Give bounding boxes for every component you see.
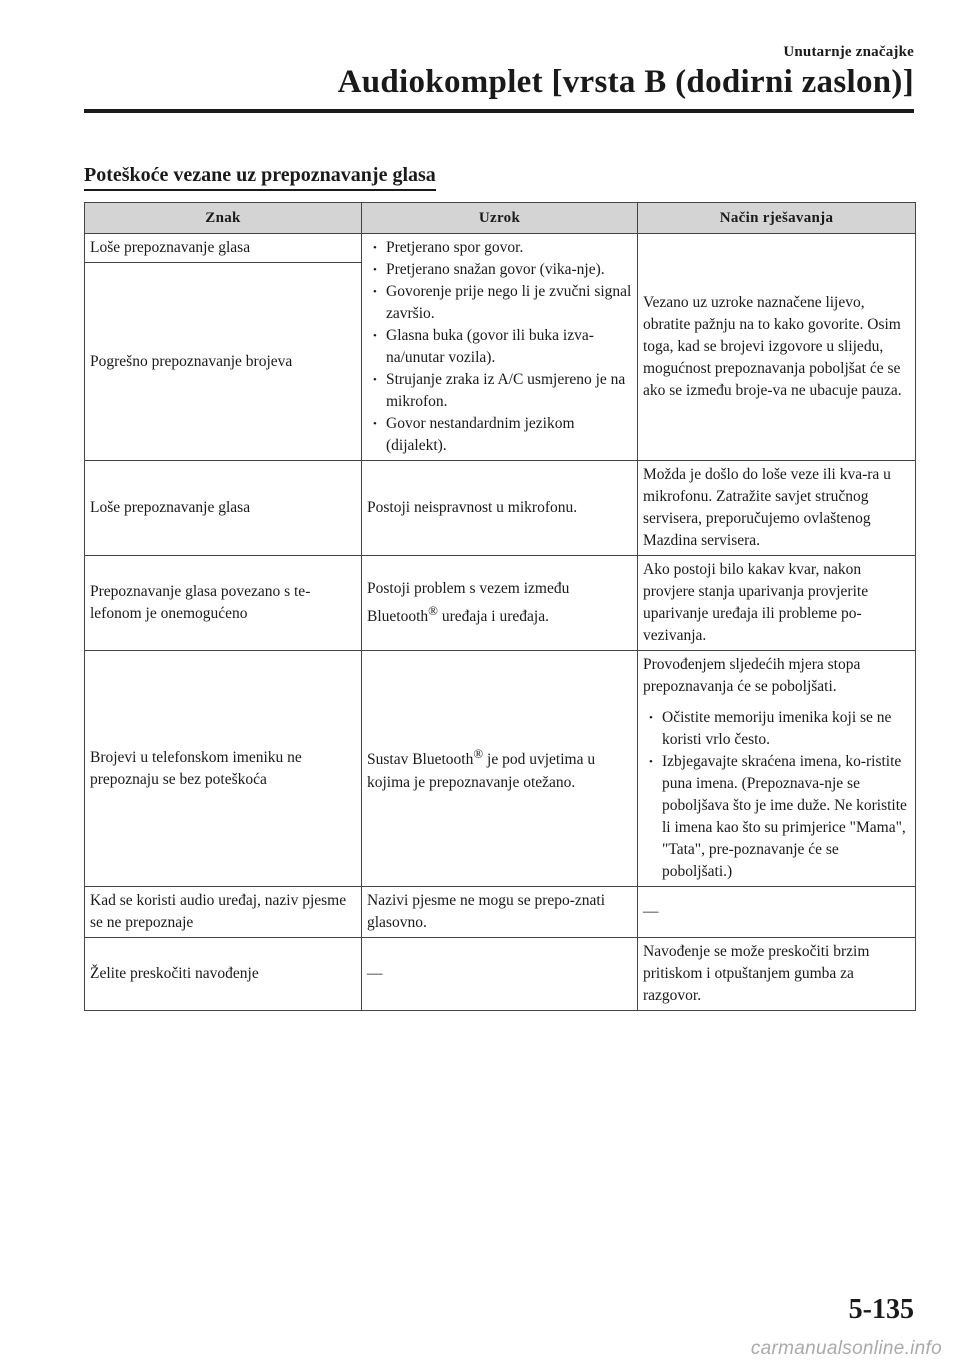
symptom-cell: Pogrešno prepoznavanje brojeva <box>85 263 362 461</box>
solution-cell <box>638 651 916 887</box>
symptom-cell: Loše prepoznavanje glasa <box>85 461 362 556</box>
table-row <box>85 887 916 938</box>
cause-text: Sustav Bluetooth <box>367 751 474 769</box>
list-item: • Govor nestandardnim jezikom (dijalekt). <box>367 413 632 457</box>
cause-text: uređaja i uređaja. <box>437 608 549 626</box>
table-row <box>85 651 916 887</box>
cause-cell: — <box>362 938 638 1011</box>
list-item: • Očistite memoriju imenika koji se ne koristi vrlo često. <box>643 707 910 751</box>
watermark-text: carmanualsonline.info <box>750 1338 942 1359</box>
table-row <box>85 556 916 651</box>
column-header-cause: Uzrok <box>362 203 638 234</box>
page-title: Audiokomplet [vrsta B (dodirni zaslon)] <box>337 64 914 100</box>
cause-text: je pod uvjetima u kojima je prepoznavanje otežano. <box>367 751 596 791</box>
symptom-cell: Brojevi u telefonskom imeniku ne prepoznaju se bez poteškoća <box>85 651 362 887</box>
registered-mark: ® <box>473 746 484 762</box>
list-item: • Govorenje prije nego li je zvučni signal završio. <box>367 281 632 325</box>
header-rule <box>84 109 914 113</box>
cause-cell <box>362 556 638 651</box>
section-title: Poteškoće vezane uz prepoznavanje glasa <box>84 164 436 191</box>
solution-cell: Vezano uz uzroke naznačene lijevo, obratite pažnju na to kako govorite. Osim toga, kad se brojevi izgovore u slijedu, mogućnost prepoznavanja poboljšat će se ako se između broje-va ne ubacuje pauza. <box>638 234 916 461</box>
column-header-solution: Način rješavanja <box>638 203 916 234</box>
symptom-cell: Želite preskočiti navođenje <box>85 938 362 1011</box>
column-header-symptom: Znak <box>85 203 362 234</box>
table-row <box>85 234 916 263</box>
solution-intro: Provođenjem sljedećih mjera stopa prepoznavanja će se poboljšati. <box>643 656 861 695</box>
list-item: • Pretjerano spor govor. <box>367 237 632 259</box>
symptom-cell: Loše prepoznavanje glasa <box>85 234 362 263</box>
cause-text: Postoji problem s vezem između Bluetooth <box>367 579 570 626</box>
registered-mark: ® <box>428 602 438 618</box>
chapter-label: Unutarnje značajke <box>783 44 914 60</box>
solution-cell: Navođenje se može preskočiti brzim pritiskom i otpuštanjem gumba za razgovor. <box>638 938 916 1011</box>
list-item: • Glasna buka (govor ili buka izva-na/unutar vozila). <box>367 325 632 369</box>
list-item: • Pretjerano snažan govor (vika-nje). <box>367 259 632 281</box>
table-row <box>85 461 916 556</box>
cause-cell: Nazivi pjesme ne mogu se prepo-znati glasovno. <box>362 887 638 938</box>
solution-cell: Možda je došlo do loše veze ili kva-ra u mikrofonu. Zatražite savjet stručnog servisera, preporučujemo ovlaštenog Mazdina servisera. <box>638 461 916 556</box>
list-item: • Strujanje zraka iz A/C usmjereno je na mikrofon. <box>367 369 632 413</box>
list-item: • Izbjegavajte skraćena imena, ko-ristite puna imena. (Prepoznava-nje se poboljšava što je ime duže. Ne koristite li imena kao što su primjerice "Mama", "Tata", pre-poznavanje će se poboljšati.) <box>643 751 910 883</box>
solution-cell: — <box>638 887 916 938</box>
solution-cell: Ako postoji bilo kakav kvar, nakon provjere stanja uparivanja provjerite uparivanje uređaja ili probleme po-vezivanja. <box>638 556 916 651</box>
cause-cell <box>362 234 638 461</box>
table-row <box>85 938 916 1011</box>
table-header-row <box>85 203 916 234</box>
symptom-cell: Kad se koristi audio uređaj, naziv pjesme se ne prepoznaje <box>85 887 362 938</box>
troubleshooting-table <box>84 202 916 1011</box>
cause-cell <box>362 651 638 887</box>
solution-list <box>643 707 910 883</box>
cause-list <box>367 237 632 457</box>
cause-cell: Postoji neispravnost u mikrofonu. <box>362 461 638 556</box>
symptom-cell: Prepoznavanje glasa povezano s te-lefonom je onemogućeno <box>85 556 362 651</box>
page-number: 5-135 <box>848 1294 914 1325</box>
